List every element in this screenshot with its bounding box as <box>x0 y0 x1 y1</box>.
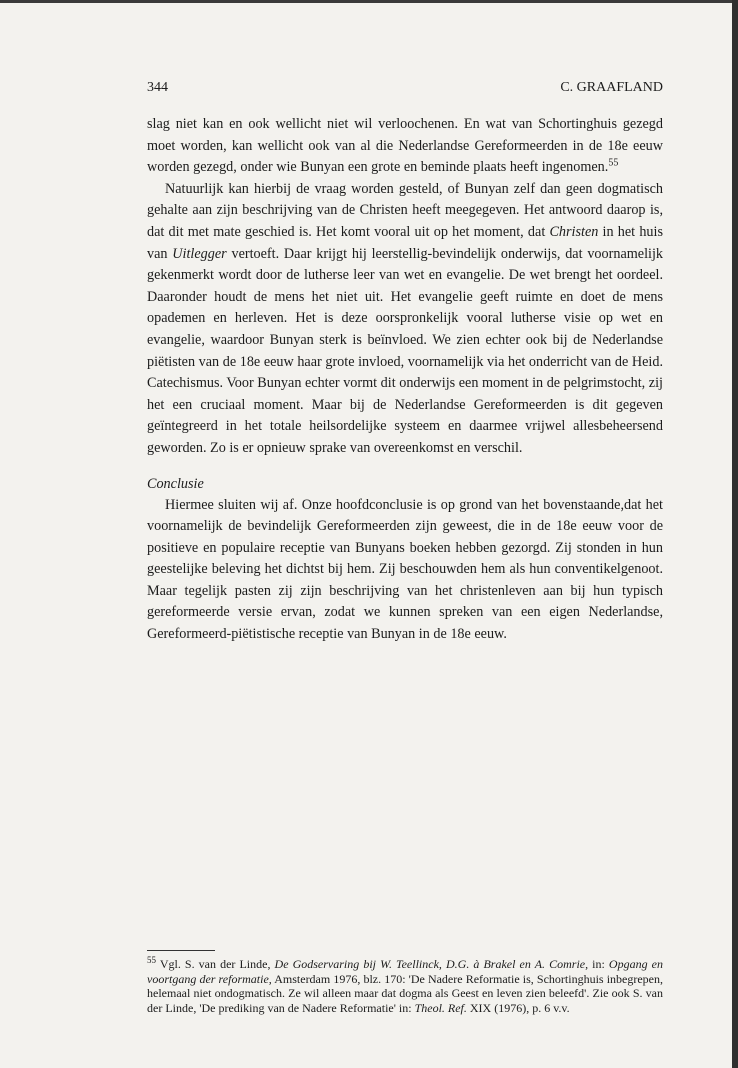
footnote-part-2: in: <box>588 957 609 971</box>
footnote-55 <box>147 957 663 1015</box>
scan-edge-right <box>732 0 738 1068</box>
footnote-rule <box>147 950 215 951</box>
footnote-number: 55 <box>147 955 156 965</box>
page-number: 344 <box>147 80 168 95</box>
book-page <box>147 80 663 646</box>
italic-christen: Christen <box>549 223 599 240</box>
footnote-reference: 55 <box>608 157 619 169</box>
footnote-italic-3: Theol. Ref. <box>414 1000 467 1015</box>
footnote-italic-2: Opgang en voortgang der reformatie, <box>147 957 663 986</box>
footnote-part-1: Vgl. S. van der Linde, <box>159 957 275 971</box>
paragraph-conclusion: Hiermee sluiten wij af. Onze hoofdconclusie is op grond van het bovenstaande,dat het voornamelijk de bevindelijk Gereformeerden zijn geweest, die in de 18e eeuw voor de positieve en populaire receptie van Bunyans boeken hebben gezorgd. Zij stonden in hun geestelijke beleving het dichtst bij hem. Zij beschouwden hem als hun conventikelgenoot. Maar tegelijk pasten zij zijn beschrijving van het christenleven aan bij hun typisch gereformeerde versie ervan, zodat we kunnen spreken van een eigen Nederlandse, Gereformeerd-piëtistische receptie van Bunyan in de 18e eeuw. <box>147 496 663 643</box>
paragraph-2-part-1: Natuurlijk kan hierbij de vraag worden gesteld, of Bunyan zelf dan geen dogmatisch gehalte aan zijn beschrijving van de Christen heeft meegegeven. Het antwoord daarop is, dat dit met mate geschied is. Het komt vooral uit op het moment, dat <box>147 180 663 240</box>
paragraph-2-part-3: vertoeft. Daar krijgt hij leerstellig-bevindelijk onderwijs, dat voornamelijk gekenmerkt wordt door de lutherse leer van wet en evangelie. De wet brengt het oordeel. Daaronder houdt de mens het niet uit. Het evangelie geeft ruimte en doet de mens opademen en herleven. Het is deze oorspronkelijk vooral lutherse visie op wet en evangelie, waardoor Bunyan sterk is beïnvloed. We zien echter ook bij de Nederlandse piëtisten van de 18e eeuw haar grote invloed, voornamelijk via het onderricht van de Heid. Catechismus. Voor Bunyan echter vormt dit onderwijs een moment in de pelgrimstocht, zij het een cruciaal moment. Maar bij de Nederlandse Gereformeerden is dit gegeven geïntegreerd in het totale heilsordelijke systeem en daarmee vrijwel allesbeheersend geworden. Zo is er opnieuw sprake van overeenkomst en verschil. <box>147 245 663 456</box>
paragraph-1-text: slag niet kan en ook wellicht niet wil verloochenen. En wat van Schortinghuis gezegd moet worden, kan wellicht ook van al die Nederlandse Gereformeerden in de 18e eeuw worden gezegd, onder wie Bunyan een grote en beminde plaats heeft ingenomen. <box>147 116 663 176</box>
section-heading: Conclusie <box>147 475 204 492</box>
footnote-part-3: Amsterdam 1976, blz. 170: 'De Nadere Reformatie is, Schortinghuis inbegrepen, helemaal niet ondogmatisch. Ze wil alleen maar dat dogma als Geest en leven zien beleefd'. Zie ook S. van der Linde, 'De prediking van de Nadere Reformatie' in: <box>147 971 663 1015</box>
footnote-italic-1: De Godservaring bij W. Teellinck, D.G. à Brakel en A. Comrie, <box>274 957 589 971</box>
paragraph-2-part-2: in het huis van <box>147 223 663 262</box>
italic-uitlegger: Uitlegger <box>172 245 227 262</box>
body-text <box>147 114 663 646</box>
footnote-part-4: XIX (1976), p. 6 v.v. <box>466 1000 570 1015</box>
footnotes <box>147 950 663 1015</box>
paragraph-2 <box>147 179 663 460</box>
running-head <box>147 80 663 96</box>
paragraph-1 <box>147 114 663 179</box>
running-title: C. GRAAFLAND <box>560 80 663 95</box>
scan-edge-top <box>0 0 738 3</box>
